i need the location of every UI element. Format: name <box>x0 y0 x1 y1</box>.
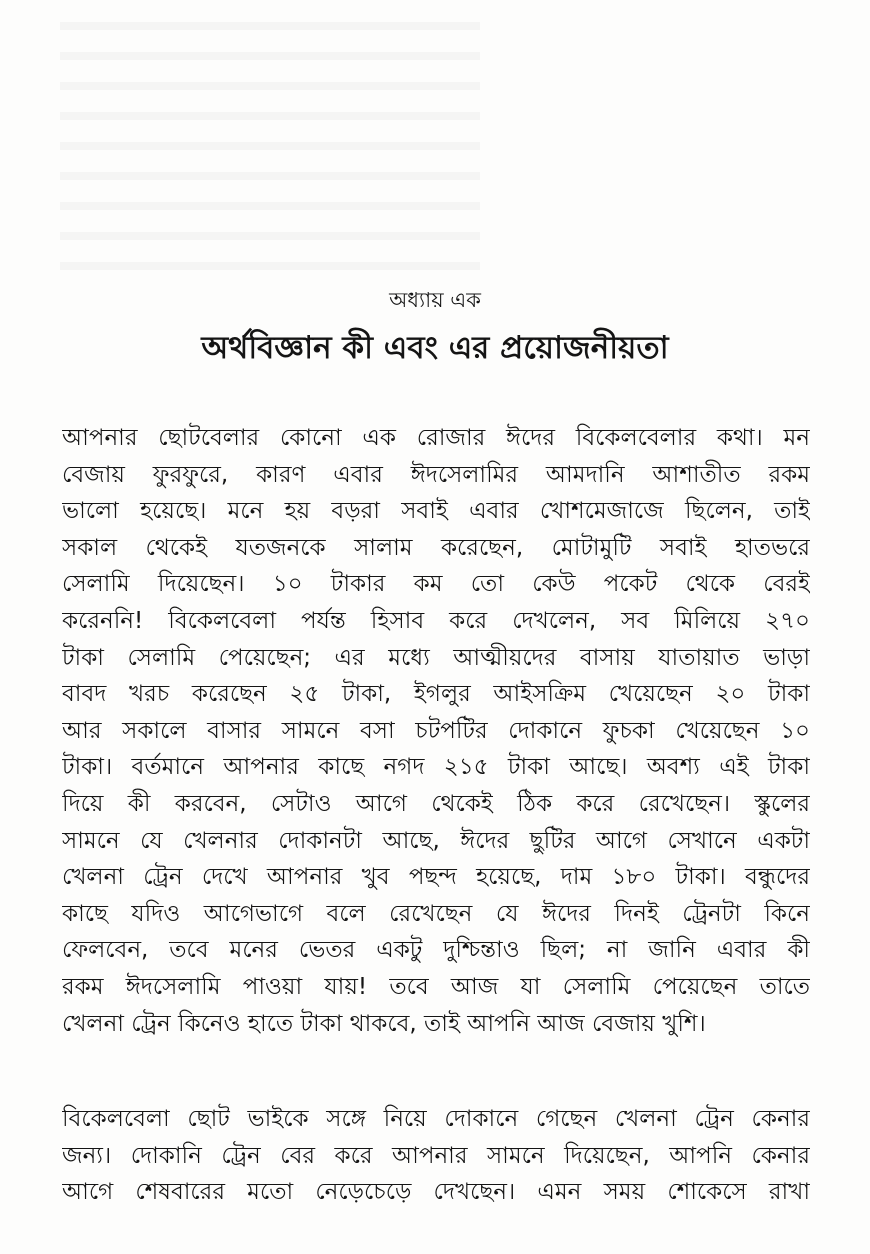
paragraph-2 <box>62 1101 810 1211</box>
chapter-label: অধ্যায় এক <box>389 288 481 312</box>
paragraph-1 <box>62 420 810 1042</box>
text-line: ফেলবেন, তবে মনের ভেতর একটু দুশ্চিন্তাও ছিল; না জানি এবার কী <box>62 937 810 964</box>
text-line: সকাল থেকেই যতজনকে সালাম করেছেন, মোটামুটি সবাই হাতভরে <box>62 534 810 561</box>
text-line: জন্য। দোকানি ট্রেন বের করে আপনার সামনে দিয়েছেন, আপনি কেনার <box>62 1142 810 1169</box>
text-line: করেননি! বিকেলবেলা পর্যন্ত হিসাব করে দেখলেন, সব মিলিয়ে ২৭০ <box>62 607 810 634</box>
text-line: বিকেলবেলা ছোট ভাইকে সঙ্গে নিয়ে দোকানে গেছেন খেলনা ট্রেন কেনার <box>62 1106 810 1132</box>
show-through-text <box>60 0 480 270</box>
text-line: সামনে যে খেলনার দোকানটা আছে, ঈদের ছুটির আগে সেখানে একটা <box>62 827 810 854</box>
text-line: টাকা সেলামি পেয়েছেন; এর মধ্যে আত্মীয়দের বাসায় যাতায়াত ভাড়া <box>62 644 810 671</box>
text-line: কাছে যদিও আগেভাগে বলে রেখেছেন যে ঈদের দিনই ট্রেনটা কিনে <box>62 900 810 927</box>
text-line: ভালো হয়েছে। মনে হয় বড়রা সবাই এবার খোশমেজাজে ছিলেন, তাই <box>62 498 810 525</box>
text-line: খেলনা ট্রেন দেখে আপনার খুব পছন্দ হয়েছে, দাম ১৮০ টাকা। বন্ধুদের <box>62 864 810 891</box>
text-line: বাবদ খরচ করেছেন ২৫ টাকা, ইগলুর আইসক্রিম খেয়েছেন ২০ টাকা <box>62 681 810 708</box>
text-line: আর সকালে বাসার সামনে বসা চটপটির দোকানে ফুচকা খেয়েছেন ১০ <box>62 717 810 744</box>
text-line: দিয়ে কী করবেন, সেটাও আগে থেকেই ঠিক করে রেখেছেন। স্কুলের <box>62 790 810 817</box>
text-line: সেলামি দিয়েছেন। ১০ টাকার কম তো কেউ পকেট থেকে বেরই <box>62 571 810 598</box>
chapter-title: অর্থবিজ্ঞান কী এবং এর প্রয়োজনীয়তা <box>201 330 669 366</box>
text-line: রকম ঈদসেলামি পাওয়া যায়! তবে আজ যা সেলামি পেয়েছেন তাতে <box>62 973 810 1000</box>
text-line: টাকা। বর্তমানে আপনার কাছে নগদ ২১৫ টাকা আছে। অবশ্য এই টাকা <box>62 754 810 781</box>
text-line: বেজায় ফুরফুরে, কারণ এবার ঈদসেলামির আমদানি আশাতীত রকম <box>62 461 810 488</box>
text-line: আপনার ছোটবেলার কোনো এক রোজার ঈদের বিকেলবেলার কথা। মন <box>62 425 810 451</box>
text-line: খেলনা ট্রেন কিনেও হাতে টাকা থাকবে, তাই আপনি আজ বেজায় খুশি। <box>62 1010 706 1037</box>
text-line: আগে শেষবারের মতো নেড়েচেড়ে দেখছেন। এমন সময় শোকেসে রাখা <box>62 1179 810 1206</box>
